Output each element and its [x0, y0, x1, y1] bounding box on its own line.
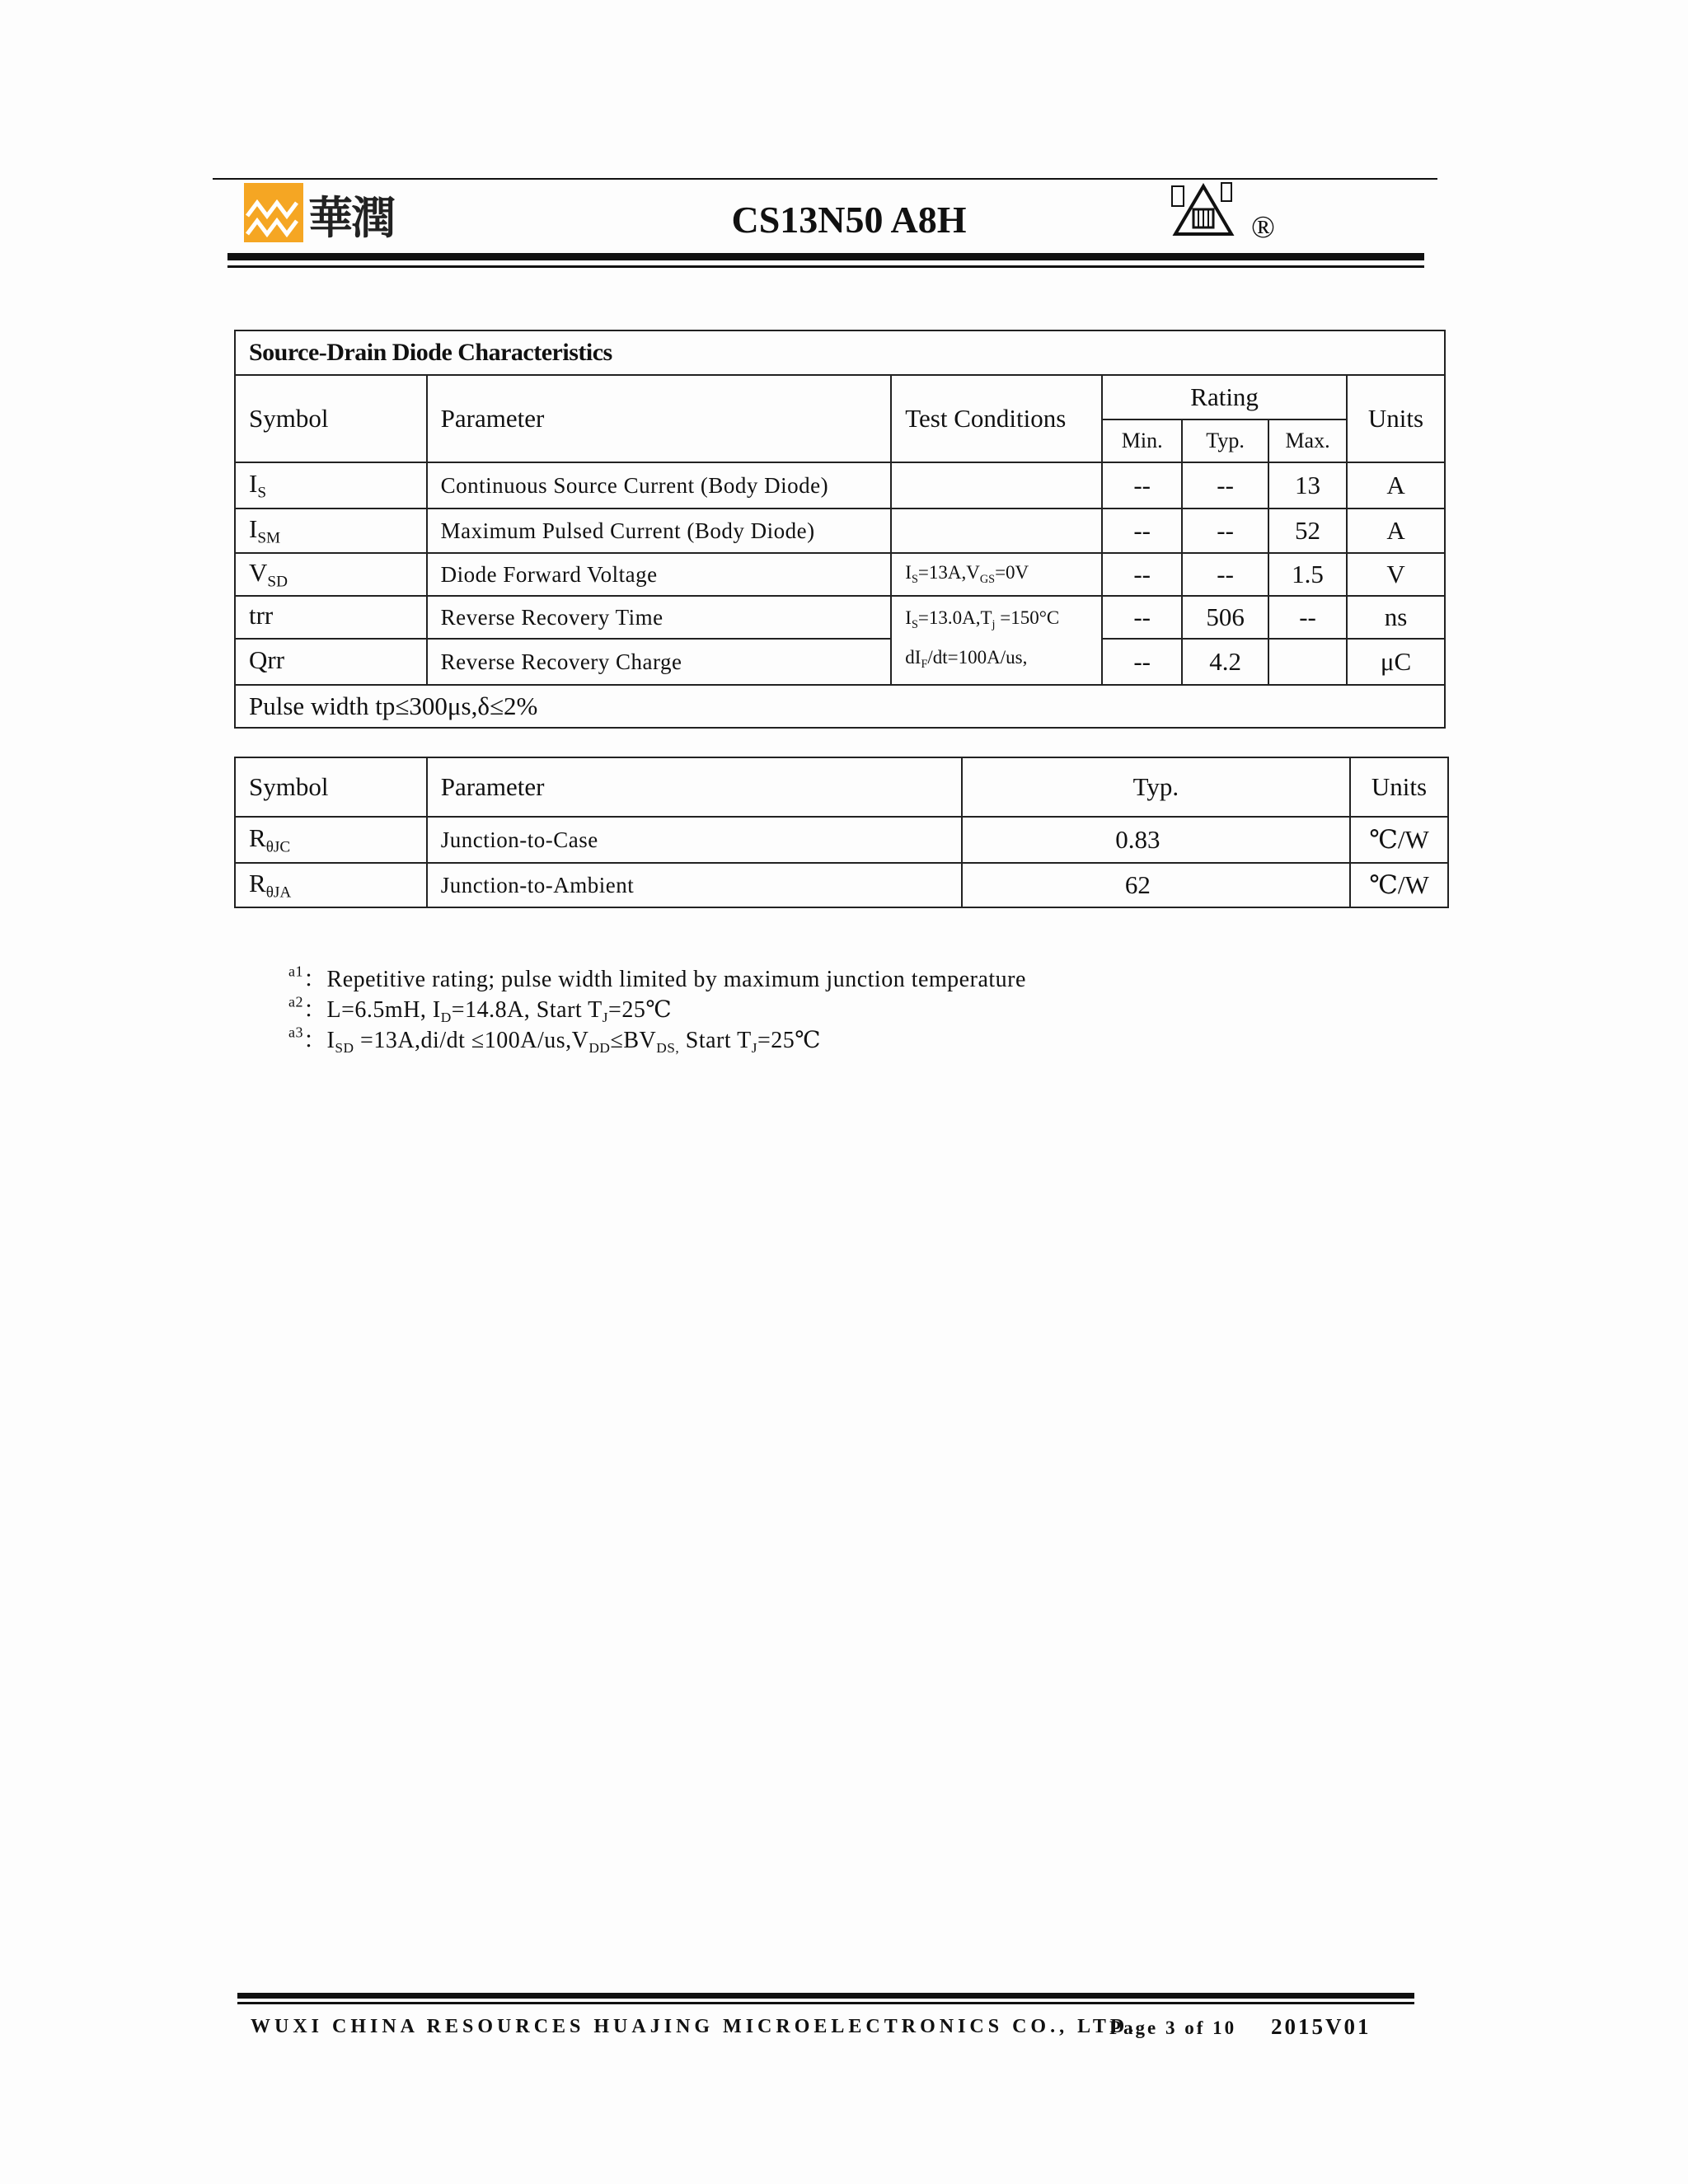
header-typ: Typ.	[1182, 419, 1268, 462]
max-cell: 52	[1268, 509, 1347, 553]
symbol-cell: Qrr	[235, 639, 427, 685]
max-cell: 1.5	[1268, 553, 1347, 596]
max-cell	[1268, 639, 1347, 685]
footer-page-number: Page 3 of 10	[1109, 2018, 1237, 2038]
symbol-cell: $V_{SD}$	[235, 553, 427, 596]
thermal-table	[234, 757, 1449, 908]
company-logo-icon	[244, 183, 303, 242]
header-max: Max.	[1268, 419, 1347, 462]
min-cell: --	[1102, 639, 1182, 685]
test-conditions-cell	[891, 462, 1102, 509]
table-row	[235, 817, 1448, 863]
parameter-cell: Maximum Pulsed Current (Body Diode)	[427, 509, 892, 553]
header-test-conditions: Test Conditions	[891, 375, 1102, 462]
header-symbol: Symbol	[235, 757, 427, 817]
units-cell: ns	[1347, 596, 1445, 639]
footnote-a1: $^{a1}$：Repetitive rating; pulse width limited by maximum junction temperature	[288, 963, 1026, 992]
header-units: Units	[1350, 757, 1448, 817]
header-min: Min.	[1102, 419, 1182, 462]
table-row	[235, 509, 1445, 553]
table-row	[235, 596, 1445, 639]
footer-version: 2015V01	[1271, 2014, 1372, 2039]
symbol-cell: $I_S$	[235, 462, 427, 509]
min-cell: --	[1102, 553, 1182, 596]
typ-cell: --	[1182, 553, 1268, 596]
condition-line: $I_S=13.0A,T_j =150^\circ C$	[905, 607, 1060, 631]
table-row	[235, 553, 1445, 596]
footer-rule-thick	[237, 1993, 1414, 1999]
typ-cell: 4.2	[1182, 639, 1268, 685]
parameter-cell: Continuous Source Current (Body Diode)	[427, 462, 892, 509]
test-conditions-cell: $I_S=13A,V_{GS}=0V$	[891, 553, 1102, 596]
footer-company: WUXI CHINA RESOURCES HUAJING MICROELECTRONICS CO., LTD.	[251, 2016, 1138, 2037]
test-conditions-cell	[891, 509, 1102, 553]
diode-characteristics-table	[234, 330, 1446, 729]
symbol-cell: $R_{\theta JC}$	[235, 817, 427, 863]
max-cell: --	[1268, 596, 1347, 639]
pulse-width-note: Pulse width tp≤300μs,δ≤2%	[235, 685, 1445, 728]
header-parameter: Parameter	[427, 757, 962, 817]
parameter-cell: Junction-to-Case	[427, 817, 962, 863]
units-cell: V	[1347, 553, 1445, 596]
header-rule-thick	[227, 253, 1424, 260]
registered-mark: ®	[1251, 210, 1275, 245]
logo-text: 華潤	[308, 191, 394, 244]
symbol-cell: trr	[235, 596, 427, 639]
footnote-a3: $^{a3}$：$I_{SD} =13A,di/dt \le 100A/us,V_{DD}\le BV_{DS,}$ Start $T_J=25℃$	[288, 1024, 822, 1057]
header-typ: Typ.	[962, 757, 1350, 817]
parameter-cell: Reverse Recovery Time	[427, 596, 892, 639]
units-cell: μC	[1347, 639, 1445, 685]
certification-mark-icon	[1170, 181, 1235, 241]
units-cell: A	[1347, 462, 1445, 509]
table-row	[235, 639, 1445, 685]
min-cell: --	[1102, 462, 1182, 509]
diode-table-title: Source-Drain Diode Characteristics	[235, 330, 1445, 375]
parameter-cell: Reverse Recovery Charge	[427, 639, 892, 685]
footer-rule-thin	[237, 2002, 1414, 2004]
symbol-cell: $R_{\theta JA}$	[235, 863, 427, 907]
typ-cell: --	[1182, 509, 1268, 553]
header-units: Units	[1347, 375, 1445, 462]
parameter-cell: Junction-to-Ambient	[427, 863, 962, 907]
table-row	[235, 462, 1445, 509]
footnote-a2: $^{a2}$：L=6.5mH, $I_D=14.8A$, Start $T_J=25℃$	[288, 993, 673, 1026]
typ-cell: 0.83	[962, 817, 1350, 863]
max-cell: 13	[1268, 462, 1347, 509]
test-conditions-cell	[891, 596, 1102, 685]
units-cell: ℃/W	[1350, 863, 1448, 907]
header-rating: Rating	[1102, 375, 1347, 419]
document-title: CS13N50 A8H	[731, 199, 967, 241]
typ-cell: 62	[962, 863, 1350, 907]
typ-cell: --	[1182, 462, 1268, 509]
header-symbol: Symbol	[235, 375, 427, 462]
units-cell: ℃/W	[1350, 817, 1448, 863]
units-cell: A	[1347, 509, 1445, 553]
min-cell: --	[1102, 596, 1182, 639]
header-top-rule	[213, 178, 1437, 180]
parameter-cell: Diode Forward Voltage	[427, 553, 892, 596]
header-parameter: Parameter	[427, 375, 892, 462]
condition-line: $dI_F/dt=100A/us$,	[905, 646, 1028, 671]
header-rule-thin	[227, 265, 1424, 268]
symbol-cell: $I_{SM}$	[235, 509, 427, 553]
min-cell: --	[1102, 509, 1182, 553]
table-row	[235, 863, 1448, 907]
typ-cell: 506	[1182, 596, 1268, 639]
